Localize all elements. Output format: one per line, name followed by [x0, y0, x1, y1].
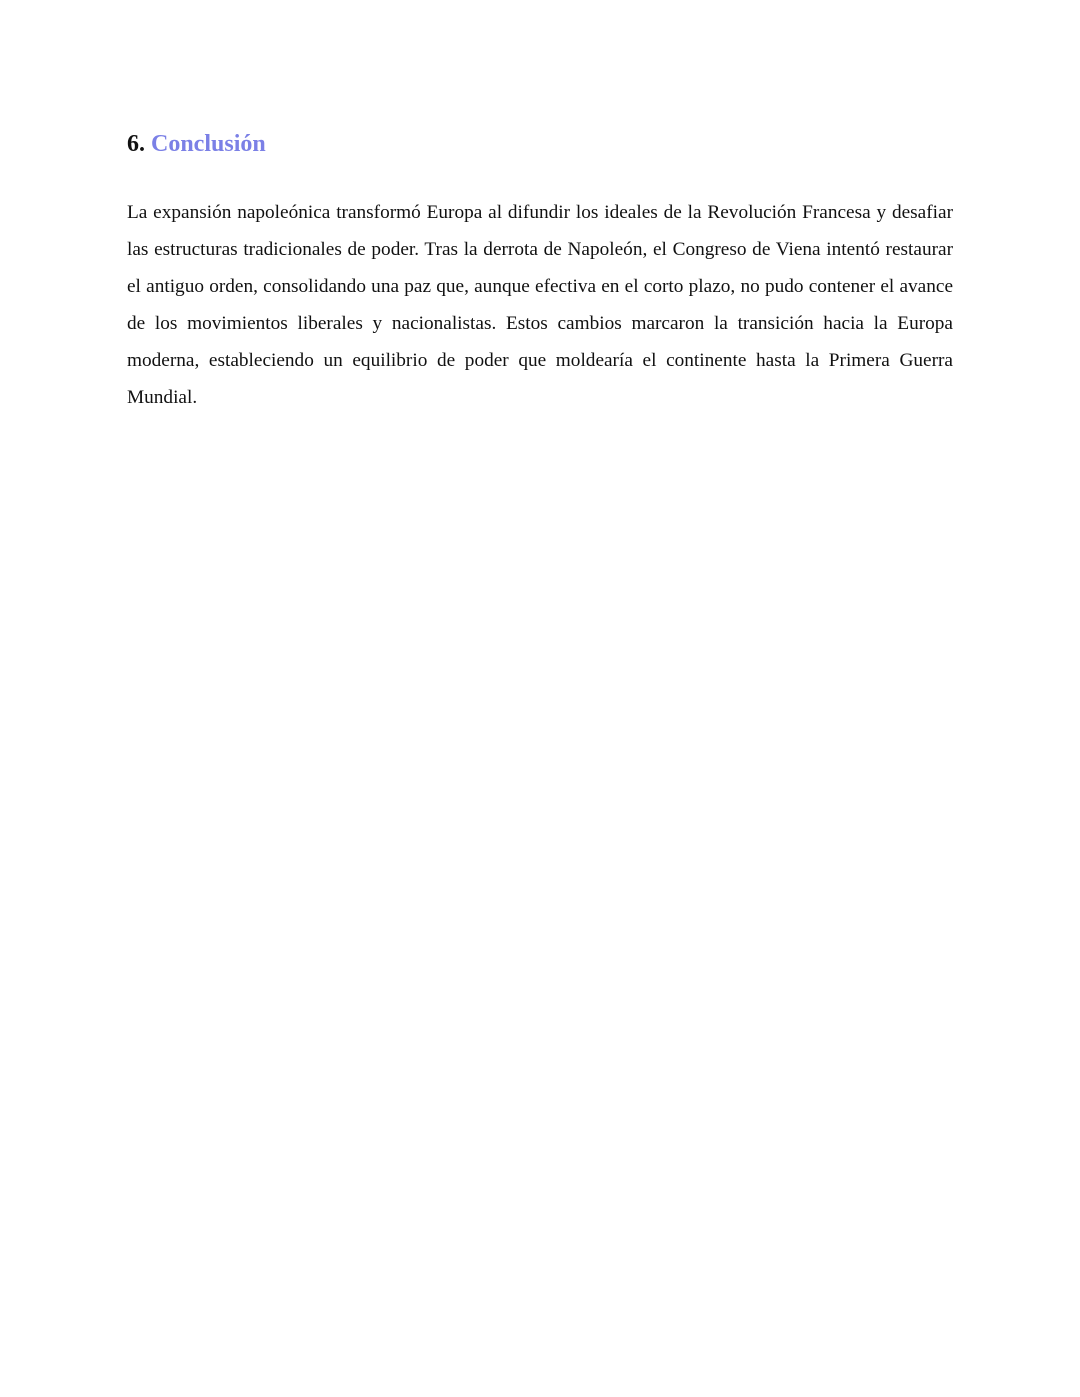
conclusion-paragraph: La expansión napoleónica transformó Europa al difundir los ideales de la Revolución Francesa y desafiar las estructuras tradicionales de poder. Tras la derrota de Napoleón, el Congreso de Viena intentó restaurar el antiguo orden, consolidando una paz que, aunque efectiva en el corto plazo, no pudo contener el avance de los movimientos liberales y nacionalistas. Estos cambios marcaron la transición hacia la Europa moderna, estableciendo un equilibrio de poder que moldearía el continente hasta la Primera Guerra Mundial. [127, 202, 953, 408]
section-title: Conclusión [151, 131, 266, 157]
section-number: 6. [127, 131, 145, 157]
section-heading [127, 128, 266, 160]
